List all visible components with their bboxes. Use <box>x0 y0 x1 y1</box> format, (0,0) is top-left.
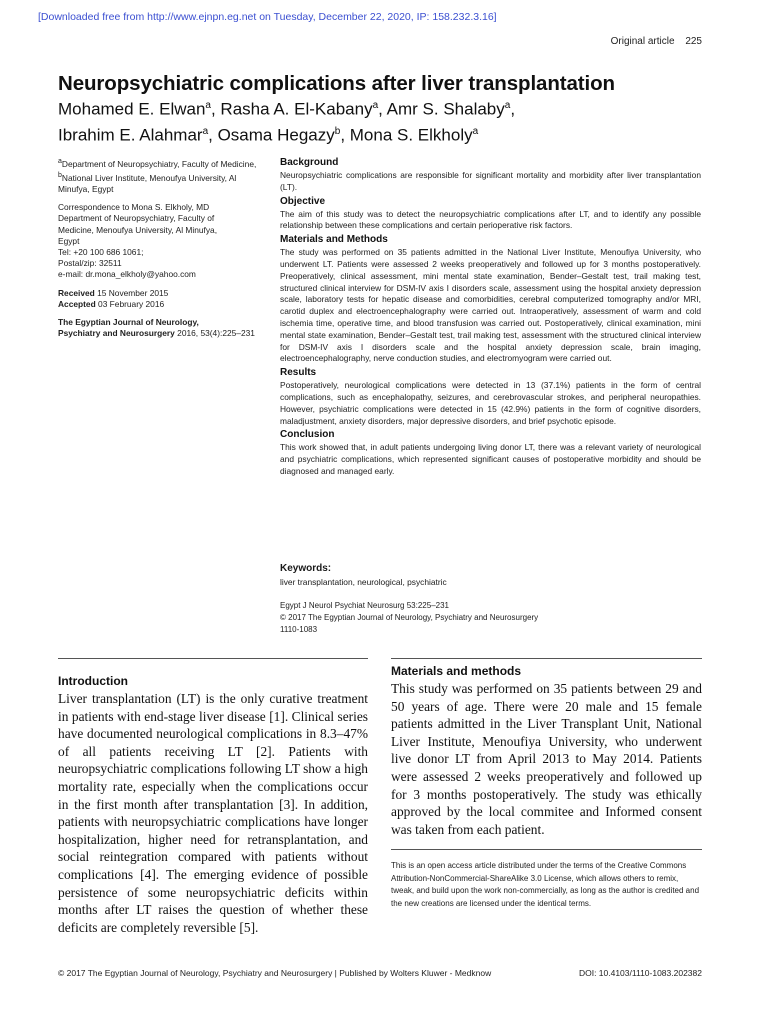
author-name: Rasha A. El-Kabany <box>220 99 373 119</box>
correspondence-address: Egypt <box>58 235 80 246</box>
accepted-date: Accepted 03 February 2016 <box>58 298 165 309</box>
journal-reference <box>58 317 263 339</box>
author-line-2: Ibrahim E. Alahmar$^a$, Osama Hegazy$^b$, Mona S. Elkholy$^a$ <box>58 125 479 145</box>
correspondence-email: e-mail: dr.mona_elkholy@yahoo.com <box>58 269 196 280</box>
author-affiliation-mark: a <box>202 125 209 137</box>
introduction-heading: Introduction <box>58 674 128 688</box>
correspondence-name: Correspondence to Mona S. Elkholy, MD <box>58 202 210 213</box>
divider <box>391 658 702 659</box>
running-head <box>603 36 702 47</box>
materials-heading: Materials and methods <box>391 664 522 678</box>
author-name: Mona S. Elkholy <box>349 125 473 145</box>
author-affiliation-mark: a <box>504 100 511 111</box>
abstract-objective: The aim of this study was to detect the neuropsychiatric complications after LT, and to identify any possible relationship between these complications and certain perioperative risk factors. <box>280 208 701 231</box>
abstract-objective-heading: Objective <box>280 195 326 207</box>
article-type-label: Original article <box>610 36 675 47</box>
abstract-background: Neuropsychiatric complications are responsible for significant mortality and morbidity after liver transplantation (LT). <box>280 170 701 192</box>
correspondence-address: Medicine, Menoufya University, Al Minufya, <box>58 224 218 235</box>
journal-volume: 2016, 53(4):225–231 <box>177 328 255 339</box>
author-name: Amr S. Shalaby <box>386 99 505 119</box>
page-footer <box>58 968 702 978</box>
keywords-heading: Keywords: <box>280 563 332 574</box>
article-metadata <box>58 156 263 346</box>
author-affiliation-mark: a <box>472 125 479 137</box>
download-banner: [Downloaded free from http://www.ejnpn.eg.net on Tuesday, December 22, 2020, IP: 158.232.3.16] <box>38 11 497 23</box>
author-name: Osama Hegazy <box>217 125 335 145</box>
received-date: Received 15 November 2015 <box>58 287 169 298</box>
page-number: 225 <box>685 36 702 47</box>
author-affiliation-mark: b <box>334 125 341 137</box>
introduction-text: Liver transplantation (LT) is the only curative treatment in patients with end-stage liver disease [1]. Clinical series have documented neurological complications in 8.3–47% of all patients receiving LT [2]. Patients with neuropsychiatric complications following LT show a high mortality rate, especially when the complications occur in the first month after transplantation [3]. In addition, patients with neuropsychiatric complications have longer hospitalization, higher need for retransplantation, and social reintegration compared with patients without complications [4]. The emerging evidence of possible persistence of some neuropsychiatric deficits within months after LT raises the question of whether these deficits are completely reversible [5]. <box>58 691 368 935</box>
author-list <box>58 95 578 146</box>
introduction-section <box>58 674 368 936</box>
abstract-methods: The study was performed on 35 patients admitted in the National Liver Institute, Menoufiya University, who underwent LT. Patients were assessed 2 weeks preoperatively and followed up for 3 months postoperatively. Preoperatively, clinical assessment, mini mental state examination, Bender–Gestalt test, trail making test, structured clinical interview for DSM-IV axis I disorders scale, assessment using the hospital anxiety depression scale, laboratory tests for hepatic disease and comorbidities, cerebral computerized tomography and/or MRI, carotid duplex and electroencephalography were carried out. Intraoperatively, assessment of warm and cold ischemia time, operative time, and blood transfusion was carried out. Postoperatively, clinical examination, mini mental state examination, Bender–Gestalt test, trail making test, assessment with the structured clinical interview for DSM-IV axis I disorders scale and the hospital anxiety depression scale, brain imaging, electroencephalography, nerve conduction studies, and electromyogram were carried out. <box>280 247 701 364</box>
materials-text: This study was performed on 35 patients between 29 and 50 years of age. There were 20 male and 15 female patients admitted in the Liver Transplant Unit, National Liver Institute, Menoufiya University, who underwent live donor LT from April 2013 to May 2014. Patients were assessed 2 weeks preoperatively and followed up for 3 months postoperatively. The study was ethically approved by the local commitee and Informed consent was taken from each patient. <box>391 681 702 837</box>
correspondence-postal: Postal/zip: 32511 <box>58 258 122 269</box>
footer-copyright: © 2017 The Egyptian Journal of Neurology, Psychiatry and Neurosurgery | Published by Wolters Kluwer - Medknow <box>58 968 492 978</box>
affiliation-b: National Liver Institute, Menoufya University, Al Minufya, Egypt <box>58 172 237 194</box>
abstract-background-heading: Background <box>280 157 339 168</box>
materials-section <box>391 664 702 838</box>
keywords-text: liver transplantation, neurological, psychiatric <box>280 577 447 587</box>
abstract-results-heading: Results <box>280 367 317 379</box>
citation-line: Egypt J Neurol Psychiat Neurosurg 53:225–231 <box>280 601 449 610</box>
copyright-line: © 2017 The Egyptian Journal of Neurology, Psychiatry and Neurosurgery <box>280 613 539 622</box>
author-name: Ibrahim E. Alahmar <box>58 125 203 145</box>
author-name: Mohamed E. Elwan <box>58 99 206 119</box>
abstract-methods-heading: Materials and Methods <box>280 234 388 246</box>
divider <box>58 658 368 659</box>
author-affiliation-mark: a <box>372 100 379 111</box>
correspondence-tel: Tel: +20 100 686 1061; <box>58 247 144 258</box>
issn-line: 1110-1083 <box>280 625 318 634</box>
divider <box>391 849 702 850</box>
correspondence-address: Department of Neuropsychiatry, Faculty of <box>58 213 215 224</box>
article-title: Neuropsychiatric complications after liver transplantation <box>58 72 615 95</box>
article-dates <box>58 288 263 310</box>
journal-name: Psychiatry and Neurosurgery <box>58 328 175 339</box>
author-affiliation-mark: a <box>205 100 211 111</box>
citation-block <box>280 600 538 636</box>
affiliation-mark: b <box>58 172 62 179</box>
correspondence <box>58 202 263 280</box>
affiliation-mark: a <box>58 158 62 165</box>
open-access-notice: This is an open access article distributed under the terms of the Creative Commons Attribution-NonCommercial-ShareAlike 3.0 License, which allows others to remix, tweak, and build upon the work non-commercially, as long as the author is credited and the new creations are licensed under the identical terms. <box>391 861 700 908</box>
journal-name: The Egyptian Journal of Neurology, <box>58 317 199 328</box>
affiliation-a: Department of Neuropsychiatry, Faculty of Medicine, <box>61 158 257 169</box>
affiliations <box>58 156 263 195</box>
footer-doi: DOI: 10.4103/1110-1083.202382 <box>578 968 702 978</box>
abstract-conclusion-heading: Conclusion <box>280 429 335 441</box>
abstract-conclusion: This work showed that, in adult patients undergoing living donor LT, there was a relevant variety of neurological and psychiatric complications, which represented significant causes of postoperative morbidity and should be diagnosed and managed early. <box>280 442 701 476</box>
abstract <box>280 156 701 479</box>
author-line-1: Mohamed E. Elwan$^a$, Rasha A. El-Kabany$^a$, Amr S. Shalaby$^a$, <box>58 99 516 119</box>
keywords <box>280 562 701 588</box>
abstract-results: Postoperatively, neurological complications were detected in 13 (37.1%) patients in the form of central complications, such as encephalopathy, seizures, and cerebrovascular strokes, and peripheral neuropathies. However, psychiatric complications were detected in 15 (42.9%) patients in the form of cognitive disorders, maladjustment, anxiety disorders, major depressive disorders, and brief psychotic episode. <box>280 380 701 426</box>
